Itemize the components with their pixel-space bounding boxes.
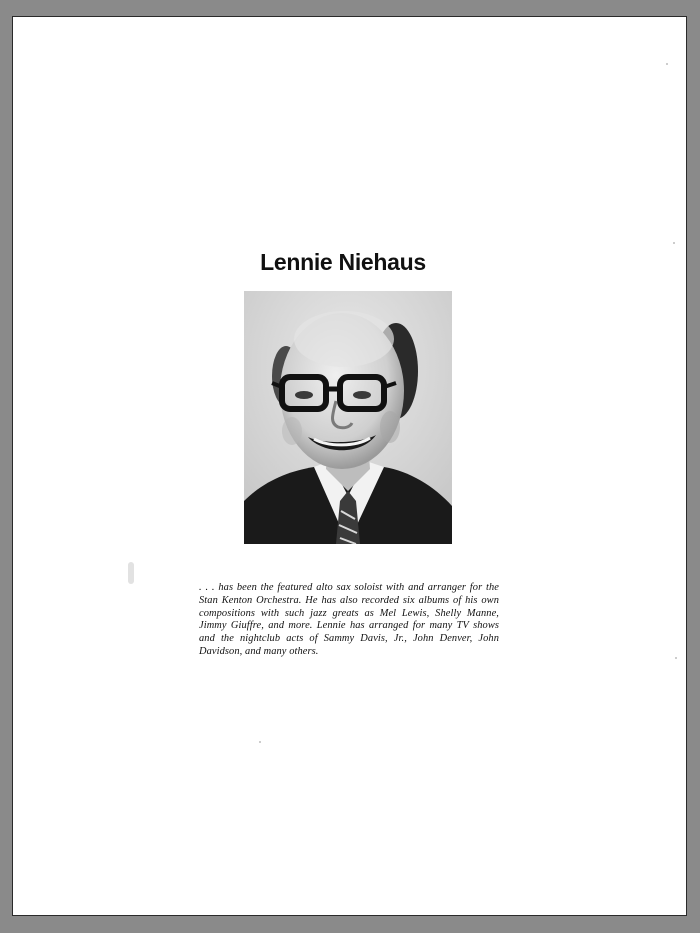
scan-speck xyxy=(673,242,675,244)
scan-speck xyxy=(128,562,134,584)
page-title: Lennie Niehaus xyxy=(260,249,426,275)
page xyxy=(12,16,687,916)
portrait-photo xyxy=(244,291,452,544)
bio-paragraph: . . . has been the featured alto sax soloist with and arranger for the Stan Kenton Orchestra. He has also recorded six albums of his own compositions with such jazz greats as Mel Lewis, Shelly Manne, Jimmy Giuffre, and more. Lennie has arranged for many TV shows and the nightclub acts of Sammy Davis, Jr., John Denver, John Davidson, and many others. xyxy=(199,582,499,657)
scan-speck xyxy=(259,741,261,743)
scan-speck xyxy=(675,657,677,659)
scan-speck xyxy=(666,63,668,65)
